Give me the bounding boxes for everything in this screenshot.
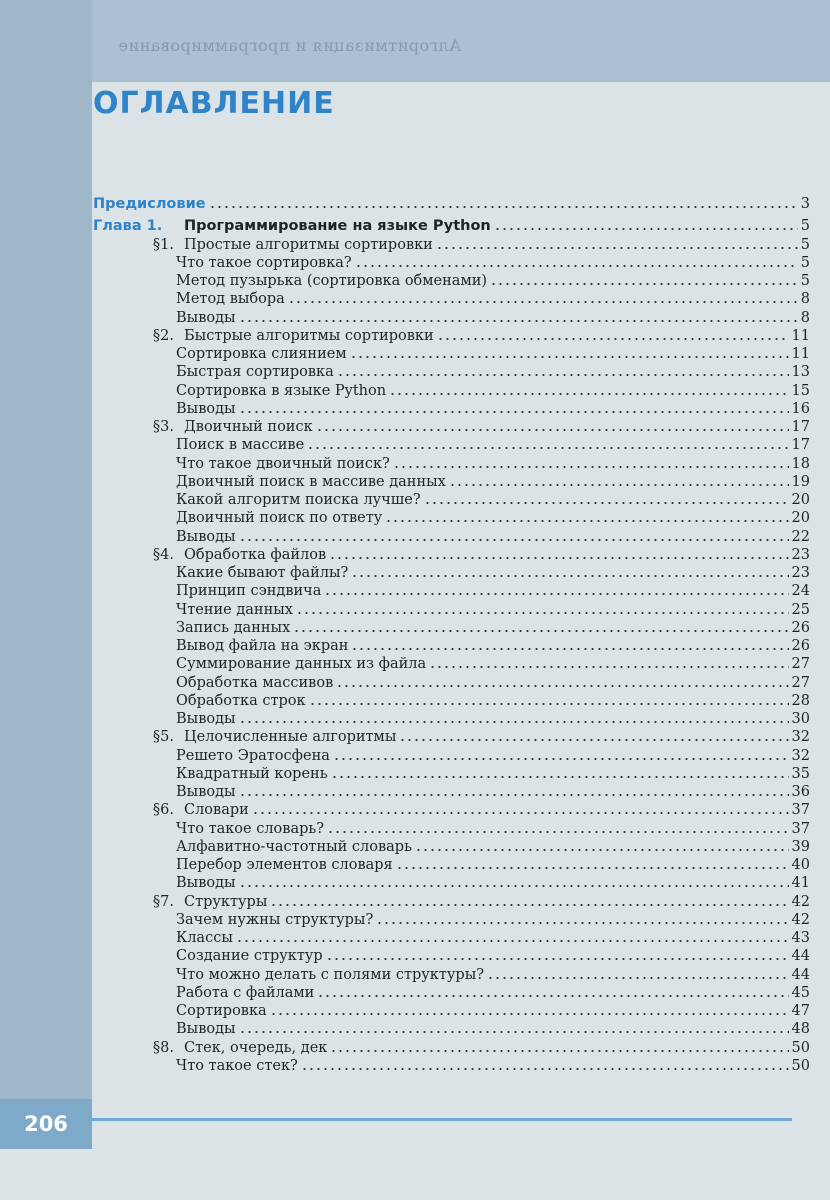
leader-dots: [301, 1068, 789, 1070]
page-ref: 11: [791, 327, 810, 344]
page-ref: 26: [791, 619, 810, 636]
leader-dots: [293, 630, 788, 632]
leader-dots: [329, 557, 788, 559]
entry-label: Простые алгоритмы сортировки: [184, 236, 433, 253]
toc-section[interactable]: [0, 1039, 830, 1057]
leader-dots: [239, 320, 798, 322]
leader-dots: [336, 685, 788, 687]
leader-dots: [487, 977, 789, 979]
page-ref: 30: [791, 711, 810, 727]
leader-dots: [429, 666, 788, 668]
page-ref: 17: [791, 419, 810, 435]
toc-subsection[interactable]: [0, 1057, 830, 1075]
toc-subsection[interactable]: [0, 491, 830, 509]
toc-section[interactable]: [0, 236, 830, 254]
toc-subsection[interactable]: [0, 838, 830, 856]
leader-dots: [351, 575, 788, 577]
leader-dots: [389, 393, 788, 395]
entry-label: Какой алгоритм поиска лучше?: [176, 492, 421, 508]
page-ref: 32: [791, 747, 810, 764]
entry-label: Метод выбора: [176, 291, 285, 308]
toc-subsection[interactable]: [0, 710, 830, 728]
page-ref: 47: [791, 1003, 810, 1019]
toc-section[interactable]: [0, 801, 830, 819]
leader-dots: [239, 411, 789, 413]
entry-label: Словари: [184, 802, 249, 819]
leader-dots: [494, 228, 798, 230]
leader-dots: [396, 867, 789, 869]
leader-dots: [351, 648, 788, 650]
entry-label: Вывод файла на экран: [176, 638, 349, 654]
chapter-number: Глава 1.: [93, 218, 163, 235]
entry-label: Сортировка слиянием: [176, 346, 347, 362]
toc-subsection[interactable]: [0, 856, 830, 874]
entry-label: Что такое сортировка?: [176, 254, 352, 271]
page-ref: 5: [800, 273, 810, 289]
page-ref: 8: [800, 309, 810, 326]
leader-dots: [415, 849, 789, 851]
entry-label: Выводы: [176, 400, 236, 417]
leader-dots: [490, 283, 798, 285]
page-ref: 36: [791, 784, 810, 800]
page-ref: 26: [791, 638, 810, 654]
toc-subsection[interactable]: [0, 747, 830, 765]
toc-subsection[interactable]: [0, 655, 830, 673]
toc-subsection[interactable]: [0, 1020, 830, 1038]
page-ref: 25: [791, 601, 810, 618]
entry-label: Квадратный корень: [176, 765, 328, 782]
toc-subsection[interactable]: [0, 564, 830, 582]
leader-dots: [385, 520, 788, 522]
entry-label: Метод пузырька (сортировка обменами): [176, 273, 488, 289]
leader-dots: [330, 1050, 788, 1052]
entry-label: Что такое стек?: [176, 1057, 298, 1074]
page-ref: 23: [791, 565, 810, 581]
leader-dots: [449, 484, 789, 486]
entry-label: Сортировка: [176, 1003, 267, 1019]
page-ref: 20: [791, 510, 810, 527]
toc-subsection[interactable]: [0, 528, 830, 546]
leader-dots: [326, 958, 789, 960]
page-number: 206: [0, 1099, 92, 1149]
page-ref: 15: [791, 382, 810, 399]
section-number: §2.: [152, 327, 174, 344]
page-ref: 44: [791, 966, 810, 983]
toc-subsection[interactable]: [0, 455, 830, 473]
entry-label: Обработка файлов: [184, 546, 327, 563]
entry-label: Принцип сэндвича: [176, 583, 322, 600]
leader-dots: [437, 338, 789, 340]
toc-subsection[interactable]: [0, 692, 830, 710]
section-number: §5.: [152, 729, 174, 746]
leader-dots: [239, 721, 789, 723]
entry-label: Выводы: [176, 711, 236, 727]
entry-label: Структуры: [184, 893, 268, 910]
entry-label: Выводы: [176, 528, 236, 545]
page-ref: 11: [791, 346, 810, 362]
entry-label: Выводы: [176, 1021, 236, 1038]
toc-subsection[interactable]: [0, 509, 830, 527]
page-ref: 27: [791, 656, 810, 673]
entry-label: Обработка строк: [176, 692, 306, 709]
entry-label: Зачем нужны структуры?: [176, 911, 374, 928]
section-number: §1.: [152, 236, 174, 253]
leader-dots: [239, 794, 789, 796]
entry-label: Что такое словарь?: [176, 820, 325, 837]
leader-dots: [333, 758, 789, 760]
leader-dots: [355, 265, 798, 267]
toc-preface[interactable]: [0, 195, 830, 213]
leader-dots: [307, 447, 788, 449]
leader-dots: [239, 885, 789, 887]
entry-label: Сортировка в языке Python: [176, 382, 387, 399]
toc-subsection[interactable]: [0, 400, 830, 418]
leader-dots: [317, 995, 788, 997]
page-ref: 43: [791, 930, 810, 946]
leader-dots: [399, 739, 788, 741]
entry-label: Перебор элементов словаря: [176, 857, 393, 873]
toc-subsection[interactable]: [0, 363, 830, 381]
toc-subsection[interactable]: [0, 674, 830, 692]
toc-section[interactable]: [0, 327, 830, 345]
toc-subsection[interactable]: [0, 436, 830, 454]
page-ref: 35: [791, 765, 810, 782]
entry-label: Быстрая сортировка: [176, 364, 334, 381]
toc-subsection[interactable]: [0, 984, 830, 1002]
entry-label: Чтение данных: [176, 601, 293, 618]
toc-section[interactable]: [0, 546, 830, 564]
entry-label: Поиск в массиве: [176, 437, 305, 454]
toc-subsection[interactable]: [0, 619, 830, 637]
page-ref: 8: [800, 291, 810, 308]
page-ref: 42: [791, 911, 810, 928]
leader-dots: [331, 776, 789, 778]
toc-subsection[interactable]: [0, 473, 830, 491]
page-ref: 45: [791, 984, 810, 1001]
leader-dots: [239, 1031, 789, 1033]
toc-subsection[interactable]: [0, 582, 830, 600]
leader-dots: [236, 940, 789, 942]
page-ref: 28: [791, 692, 810, 709]
toc-section[interactable]: [0, 418, 830, 436]
running-head-bleed: Алгоритмизация и программирование: [118, 36, 462, 55]
toc-subsection[interactable]: [0, 874, 830, 892]
toc-section[interactable]: [0, 728, 830, 746]
leader-dots: [327, 831, 789, 833]
page-ref: 39: [791, 838, 810, 855]
toc-subsection[interactable]: [0, 929, 830, 947]
entry-label: Что можно делать с полями структуры?: [176, 966, 485, 983]
leader-dots: [350, 356, 789, 358]
entry-label: Быстрые алгоритмы сортировки: [184, 327, 434, 344]
leader-dots: [270, 1013, 789, 1015]
leader-dots: [296, 612, 789, 614]
toc-section[interactable]: [0, 893, 830, 911]
page-ref: 5: [800, 254, 810, 271]
toc-subsection[interactable]: [0, 290, 830, 308]
entry-label: Что такое двоичный поиск?: [176, 455, 390, 472]
toc-subsection[interactable]: [0, 1002, 830, 1020]
toc-subsection[interactable]: [0, 601, 830, 619]
entry-label: Целочисленные алгоритмы: [184, 729, 397, 746]
page-ref: 40: [791, 857, 810, 873]
entry-label: Выводы: [176, 875, 236, 892]
page-ref: 37: [791, 820, 810, 837]
toc-subsection[interactable]: [0, 637, 830, 655]
toc-subsection[interactable]: [0, 783, 830, 801]
page-ref: 41: [791, 875, 810, 892]
footer-rule: [92, 1118, 792, 1121]
toc-subsection[interactable]: [0, 382, 830, 400]
chapter-label: Программирование на языке Python: [184, 218, 491, 235]
leader-dots: [209, 206, 798, 208]
entry-label: Двоичный поиск в массиве данных: [176, 473, 446, 490]
page-ref: 23: [791, 546, 810, 563]
page-ref: 13: [791, 364, 810, 381]
page-ref: 5: [800, 218, 810, 235]
entry-label: Двоичный поиск по ответу: [176, 510, 383, 527]
page-ref: 18: [791, 455, 810, 472]
toc-subsection[interactable]: [0, 254, 830, 272]
leader-dots: [252, 812, 789, 814]
leader-dots: [316, 429, 789, 431]
page-ref: 50: [791, 1039, 810, 1056]
entry-label: Выводы: [176, 784, 236, 800]
page-ref: 20: [791, 492, 810, 508]
leader-dots: [376, 922, 788, 924]
page-ref: 17: [791, 437, 810, 454]
toc-subsection[interactable]: [0, 966, 830, 984]
page-title: ОГЛАВЛЕНИЕ: [93, 86, 335, 121]
page-ref: 5: [800, 236, 810, 253]
entry-label: Двоичный поиск: [184, 419, 313, 435]
page-ref: 22: [791, 528, 810, 545]
page-ref: 44: [791, 948, 810, 965]
entry-label: Выводы: [176, 309, 236, 326]
page-ref: 32: [791, 729, 810, 746]
section-number: §4.: [152, 546, 174, 563]
page-ref: 27: [791, 674, 810, 691]
page-ref: 37: [791, 802, 810, 819]
leader-dots: [337, 374, 789, 376]
entry-label: Алфавитно-частотный словарь: [176, 838, 412, 855]
entry-label: Стек, очередь, дек: [184, 1039, 328, 1056]
page-ref: 3: [800, 196, 810, 212]
preface-label: Предисловие: [93, 196, 206, 212]
toc-subsection[interactable]: [0, 911, 830, 929]
leader-dots: [324, 593, 788, 595]
leader-dots: [270, 904, 788, 906]
page-ref: 50: [791, 1057, 810, 1074]
toc-subsection[interactable]: [0, 309, 830, 327]
toc-subsection[interactable]: [0, 345, 830, 363]
page-ref: 48: [791, 1021, 810, 1038]
section-number: §6.: [152, 802, 174, 819]
entry-label: Классы: [176, 930, 233, 946]
entry-label: Запись данных: [176, 619, 291, 636]
leader-dots: [288, 301, 798, 303]
leader-dots: [424, 502, 789, 504]
entry-label: Обработка массивов: [176, 674, 334, 691]
leader-dots: [239, 539, 789, 541]
section-number: §3.: [152, 419, 174, 435]
entry-label: Какие бывают файлы?: [176, 565, 349, 581]
section-number: §7.: [152, 893, 174, 910]
toc-subsection[interactable]: [0, 820, 830, 838]
entry-label: Работа с файлами: [176, 984, 315, 1001]
entry-label: Создание структур: [176, 948, 323, 965]
toc-entries: [0, 236, 830, 1076]
page-ref: 16: [791, 400, 810, 417]
leader-dots: [393, 466, 789, 468]
leader-dots: [309, 703, 789, 705]
toc-subsection[interactable]: [0, 765, 830, 783]
page-ref: 19: [791, 473, 810, 490]
entry-label: Суммирование данных из файла: [176, 656, 427, 673]
toc-subsection[interactable]: [0, 947, 830, 965]
entry-label: Решето Эратосфена: [176, 747, 330, 764]
toc-chapter[interactable]: [0, 217, 830, 235]
leader-dots: [436, 247, 798, 249]
page-ref: 42: [791, 893, 810, 910]
toc-subsection[interactable]: [0, 272, 830, 290]
page-ref: 24: [791, 583, 810, 600]
section-number: §8.: [152, 1039, 174, 1056]
toc: [0, 195, 830, 1075]
